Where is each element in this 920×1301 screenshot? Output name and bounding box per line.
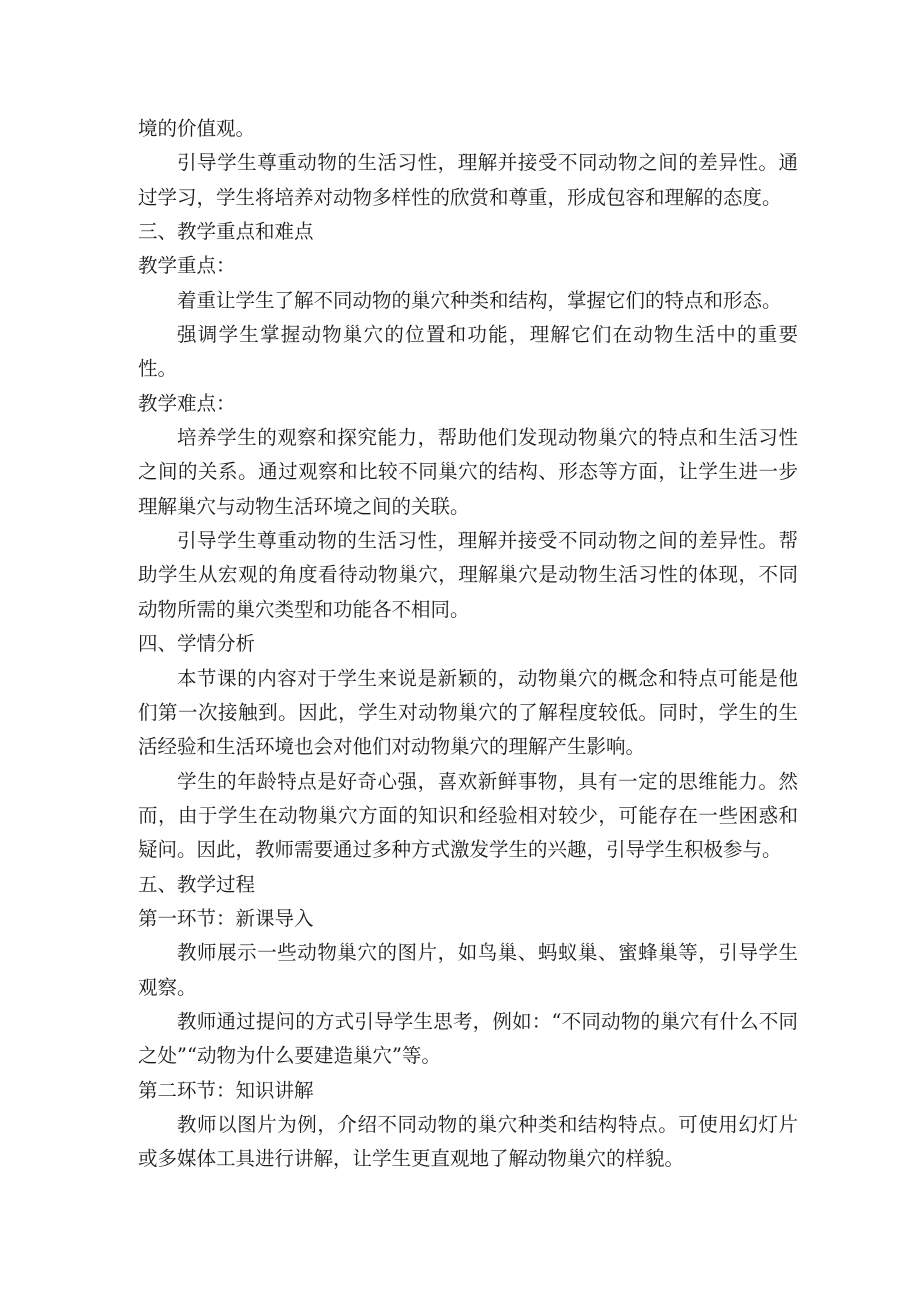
- document-body: [138, 112, 798, 1177]
- section-heading: 四、学情分析: [138, 632, 256, 656]
- paragraph: 教师通过提问的方式引导学生思考，例如：“不同动物的巢穴有什么不同之处”“动物为什么要建造巢穴”等。: [138, 1009, 798, 1068]
- subsection-heading: 教学难点：: [138, 391, 236, 415]
- paragraph: 引导学生尊重动物的生活习性，理解并接受不同动物之间的差异性。帮助学生从宏观的角度看待动物巢穴，理解巢穴是动物生活习性的体现，不同动物所需的巢穴类型和功能各不相同。: [138, 529, 798, 621]
- paragraph: 着重让学生了解不同动物的巢穴种类和结构，掌握它们的特点和形态。: [177, 288, 782, 312]
- paragraph: 引导学生尊重动物的生活习性，理解并接受不同动物之间的差异性。通过学习，学生将培养对动物多样性的欣赏和尊重，形成包容和理解的态度。: [138, 151, 798, 209]
- section-heading: 五、教学过程: [138, 872, 256, 896]
- paragraph: 强调学生掌握动物巢穴的位置和功能，理解它们在动物生活中的重要性。: [138, 323, 798, 381]
- paragraph: 本节课的内容对于学生来说是新颖的，动物巢穴的概念和特点可能是他们第一次接触到。因此，学生对动物巢穴的了解程度较低。同时，学生的生活经验和生活环境也会对他们对动物巢穴的理解产生影响。: [138, 666, 798, 759]
- section-heading: 三、教学重点和难点: [138, 220, 314, 244]
- subsection-heading: 第二环节：知识讲解: [138, 1078, 314, 1102]
- subsection-heading: 第一环节：新课导入: [138, 906, 314, 930]
- paragraph: 境的价值观。: [138, 117, 256, 140]
- paragraph: 学生的年龄特点是好奇心强，喜欢新鲜事物，具有一定的思维能力。然而，由于学生在动物巢穴方面的知识和经验相对较少，可能存在一些困惑和疑问。因此，教师需要通过多种方式激发学生的兴趣，引导学生积极参与。: [138, 769, 798, 862]
- paragraph: 教师以图片为例，介绍不同动物的巢穴种类和结构特点。可使用幻灯片或多媒体工具进行讲解，让学生更直观地了解动物巢穴的样貌。: [138, 1112, 798, 1171]
- subsection-heading: 教学重点：: [138, 254, 236, 278]
- paragraph: 培养学生的观察和探究能力，帮助他们发现动物巢穴的特点和生活习性之间的关系。通过观察和比较不同巢穴的结构、形态等方面，让学生进一步理解巢穴与动物生活环境之间的关联。: [138, 426, 798, 518]
- paragraph: 教师展示一些动物巢穴的图片，如鸟巢、蚂蚁巢、蜜蜂巢等，引导学生观察。: [138, 941, 798, 999]
